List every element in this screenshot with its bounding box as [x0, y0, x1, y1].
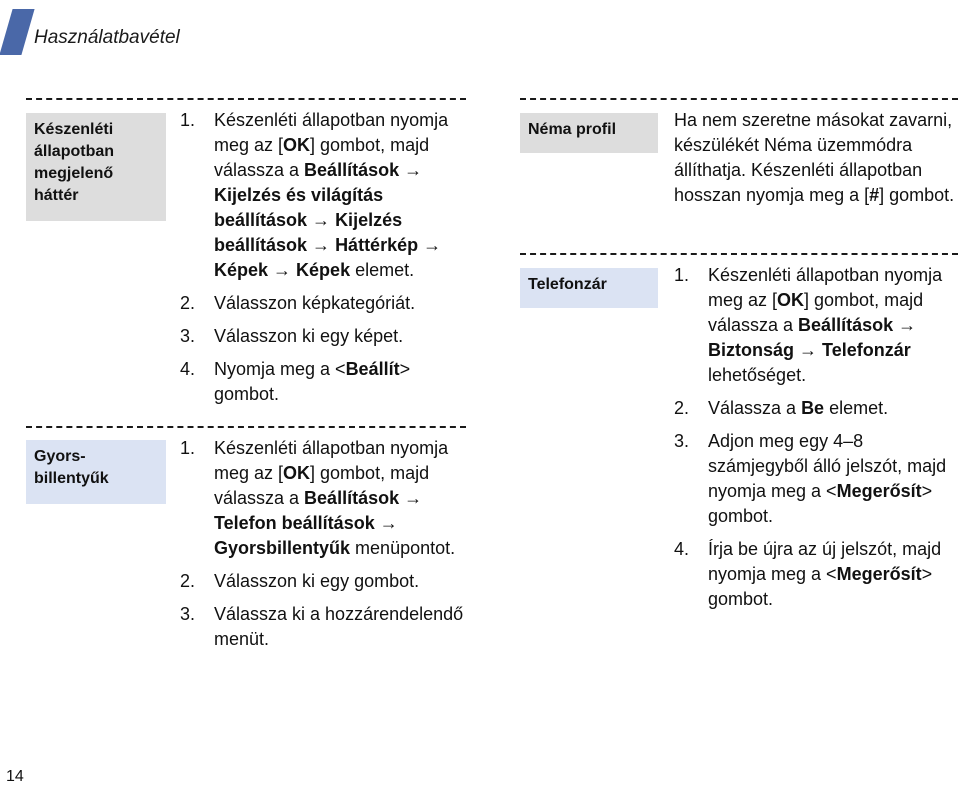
step-number: 2. — [180, 571, 196, 591]
step-number: 3. — [180, 326, 196, 346]
step-number: 3. — [180, 604, 196, 624]
step-text: Válassza ki a hozzárendelendő menüt. — [214, 604, 464, 649]
steps-shortcuts — [180, 436, 470, 652]
step-number: 1. — [180, 110, 196, 130]
step-text: Adjon meg egy 4–8 számjegyből álló jelszót, majd nyomja meg a <Megerősít> gombot. — [708, 431, 947, 526]
step-text: Készenléti állapotban nyomja meg az [OK] gombot, majd válassza a Beállítások → Kijelzés és világítás beállítások → Kijelzés beállítások → Háttérkép → Képek → Képek elemet. — [214, 110, 449, 280]
section-tag-shortcuts: Gyors-billentyűk — [26, 440, 166, 504]
step-item — [674, 263, 958, 388]
section-tag-phone-lock: Telefonzár — [520, 268, 658, 308]
step-item — [180, 291, 470, 316]
step-text: Írja be újra az új jelszót, majd nyomja meg a <Megerősít> gombot. — [708, 539, 942, 609]
steps-phone-lock — [674, 263, 958, 612]
step-number: 1. — [180, 438, 196, 458]
step-item — [180, 357, 470, 407]
step-number: 3. — [674, 431, 690, 451]
step-item — [180, 108, 470, 283]
silent-profile-text: Ha nem szeretne másokat zavarni, készülékét Néma üzemmódra állíthatja. Készenléti állapotban hosszan nyomja meg a [#] gombot. — [674, 110, 955, 205]
page-header-title: Használatbavétel — [34, 27, 180, 48]
section-divider — [520, 253, 958, 255]
step-item — [674, 396, 958, 421]
step-text: Nyomja meg a <Beállít> gombot. — [214, 359, 411, 404]
section-divider — [520, 98, 958, 100]
page-number: 14 — [6, 768, 24, 785]
step-number: 2. — [180, 293, 196, 313]
step-item — [180, 602, 470, 652]
step-number: 4. — [674, 539, 690, 559]
step-number: 1. — [674, 265, 690, 285]
steps-background-wallpaper — [180, 108, 470, 407]
section-divider — [26, 98, 466, 100]
step-item — [674, 429, 958, 529]
step-item — [180, 324, 470, 349]
section-tag-silent-profile: Néma profil — [520, 113, 658, 153]
step-item — [180, 436, 470, 561]
step-text: Válassza a Be elemet. — [708, 398, 889, 418]
section-tag-background: Készenléti állapotban megjelenő háttér — [26, 113, 166, 221]
step-text: Készenléti állapotban nyomja meg az [OK] gombot, majd válassza a Beállítások → Telefon beállítások → Gyorsbillentyűk menüpontot. — [214, 438, 456, 558]
section-divider — [26, 426, 466, 428]
step-number: 2. — [674, 398, 690, 418]
header-accent-bar — [0, 9, 35, 55]
step-number: 4. — [180, 359, 196, 379]
step-item — [674, 537, 958, 612]
step-text: Válasszon ki egy gombot. — [214, 571, 420, 591]
step-text: Készenléti állapotban nyomja meg az [OK] gombot, majd válassza a Beállítások → Biztonság → Telefonzár lehetőséget. — [708, 265, 943, 385]
step-item — [180, 569, 470, 594]
step-text: Válasszon ki egy képet. — [214, 326, 404, 346]
step-text: Válasszon képkategóriát. — [214, 293, 416, 313]
